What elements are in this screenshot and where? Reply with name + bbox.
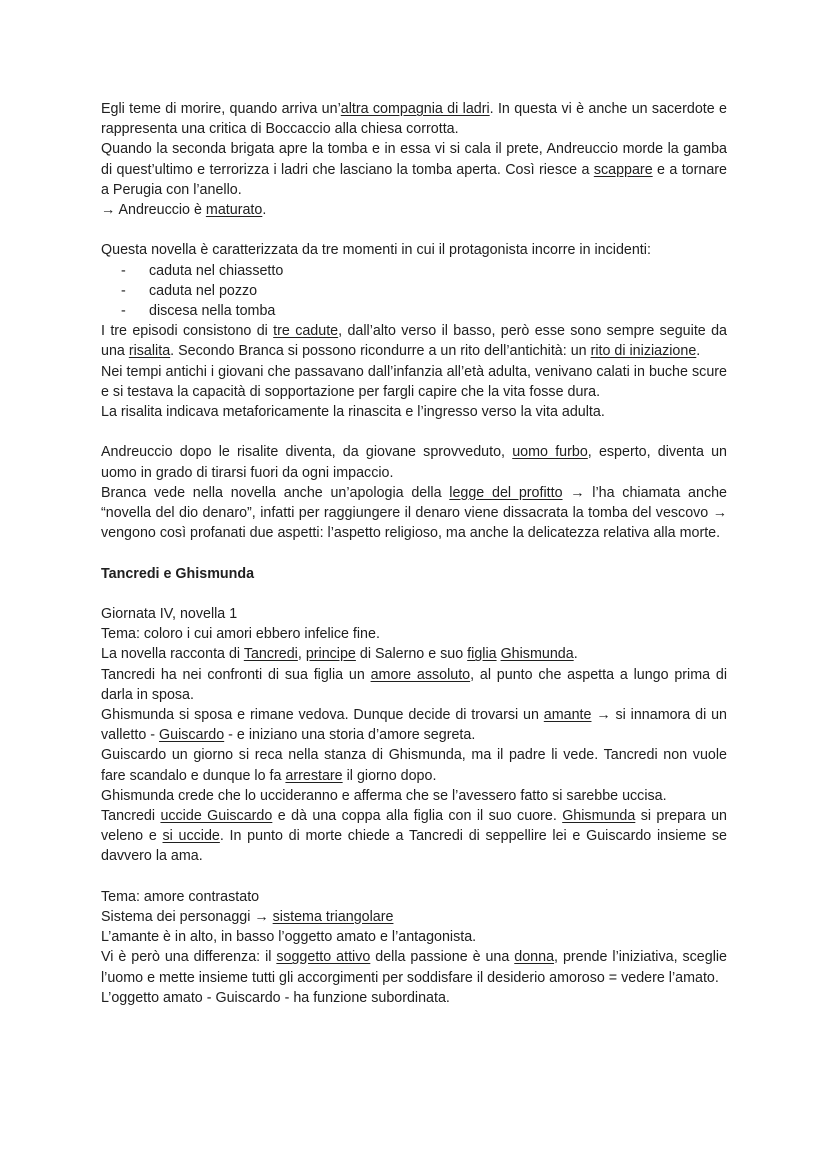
underlined-text: uomo furbo [512, 444, 588, 461]
paragraph: Sistema dei personaggi → sistema triangolare [101, 909, 394, 926]
paragraph: Tema: amore contrastato [101, 888, 260, 905]
paragraph: Guiscardo un giorno si reca nella stanza di Ghismunda, ma il padre li vede. Tancredi non vuole fare scandalo e dunque lo fa arrestare il giorno dopo. [101, 747, 727, 784]
spacer [101, 422, 727, 442]
paragraph: Tancredi uccide Guiscardo e dà una coppa alla figlia con il suo cuore. Ghismunda si prepara un veleno e si uccide. In punto di morte chiede a Tancredi di seppellire lei e Guiscardo insieme se davvero la ama. [101, 808, 728, 865]
paragraph: Tancredi ha nei confronti di sua figlia un amore assoluto, al punto che aspetta a lungo prima di darla in sposa. [101, 666, 728, 703]
underlined-text: legge del profitto [449, 484, 563, 501]
spacer [101, 220, 727, 240]
paragraph: Egli teme di morire, quando arriva un’altra compagnia di ladri. In questa vi è anche un sacerdote e rappresenta una critica di Boccaccio alla chiesa corrotta. [101, 101, 727, 138]
underlined-text: amante [543, 707, 592, 724]
underlined-text: figlia [467, 646, 497, 663]
list-marker: - [121, 303, 126, 320]
underlined-text: amore assoluto [370, 666, 471, 683]
paragraph: La risalita indicava metaforicamente la rinascita e l’ingresso verso la vita adulta. [101, 404, 605, 421]
paragraph: L’oggetto amato - Guiscardo - ha funzione subordinata. [101, 989, 450, 1006]
underlined-text: soggetto attivo [276, 949, 371, 966]
underlined-text: risalita [128, 343, 171, 360]
incident-list [101, 261, 727, 322]
list-marker: - [121, 282, 126, 299]
paragraph: Quando la seconda brigata apre la tomba e in essa vi si cala il prete, Andreuccio morde la gamba di quest’ultimo e terrorizza i ladri che lasciano la tomba aperta. Così riesce a scappare e a tornare a Perugia con l’anello. [101, 141, 727, 198]
underlined-text: Tancredi [243, 646, 298, 663]
paragraph: Branca vede nella novella anche un’apologia della legge del profitto → l’ha chiamata anche “novella del dio denaro”, infatti per raggiungere il denaro viene dissacrata la tomba del vescovo → vengono così profanati due aspetti: l’aspetto religioso, ma anche la delicatezza relativa alla morte. [101, 484, 727, 542]
underlined-text: tre cadute [273, 323, 339, 340]
paragraph: Vi è però una differenza: il soggetto attivo della passione è una donna, prende l’iniziativa, sceglie l’uomo e mette insieme tutti gli accorgimenti per soddisfare il desiderio amoroso = vedere l’amato. [101, 949, 727, 986]
spacer [101, 584, 727, 604]
underlined-text: maturato [205, 202, 263, 219]
paragraph: Giornata IV, novella 1 [101, 606, 238, 623]
paragraph: Ghismunda crede che lo uccideranno e afferma che se l’avessero fatto si sarebbe uccisa. [101, 787, 667, 804]
list-item: - caduta nel pozzo [101, 281, 727, 301]
list-item: - caduta nel chiassetto [101, 261, 727, 281]
paragraph: Questa novella è caratterizzata da tre momenti in cui il protagonista incorre in incidenti: [101, 242, 651, 259]
underlined-text: sistema triangolare [272, 909, 394, 926]
paragraph: I tre episodi consistono di tre cadute, dall’alto verso il basso, però esse sono sempre seguite da una risalita. Secondo Branca si possono ricondurre a un rito dell’antichità: un rito di iniziazione. [101, 323, 727, 360]
spacer [101, 867, 727, 887]
paragraph: Tema: coloro i cui amori ebbero infelice fine. [101, 626, 380, 643]
underlined-text: Ghismunda [500, 646, 574, 663]
paragraph: Nei tempi antichi i giovani che passavano dall’infanzia all’età adulta, venivano calati in buche scure e si testava la capacità di sopportazione per fargli capire che la vita fosse dura. [101, 363, 727, 400]
underlined-text: si uccide [162, 828, 220, 845]
underlined-text: uccide Guiscardo [160, 808, 273, 825]
underlined-text: Ghismunda [562, 808, 636, 825]
underlined-text: Guiscardo [159, 727, 225, 744]
list-item: - discesa nella tomba [101, 301, 727, 321]
underlined-text: donna [514, 949, 555, 966]
underlined-text: altra compagnia di ladri [340, 101, 490, 117]
paragraph: L’amante è in alto, in basso l’oggetto amato e l’antagonista. [101, 929, 477, 946]
section-heading: Tancredi e Ghismunda [101, 565, 255, 582]
list-marker: - [121, 262, 126, 279]
underlined-text: arrestare [285, 767, 343, 784]
paragraph: → Andreuccio è maturato. [101, 202, 267, 219]
document-page [101, 99, 727, 1008]
spacer [101, 543, 727, 563]
underlined-text: principe [305, 646, 356, 663]
underlined-text: rito di iniziazione [590, 343, 697, 360]
paragraph: La novella racconta di Tancredi, principe di Salerno e suo figlia Ghismunda. [101, 646, 578, 663]
paragraph: Ghismunda si sposa e rimane vedova. Dunque decide di trovarsi un amante → si innamora di un valletto - Guiscardo - e iniziano una storia d’amore segreta. [101, 707, 727, 744]
paragraph: Andreuccio dopo le risalite diventa, da giovane sprovveduto, uomo furbo, esperto, diventa un uomo in grado di tirarsi fuori da ogni impaccio. [101, 444, 727, 481]
underlined-text: scappare [593, 161, 653, 178]
